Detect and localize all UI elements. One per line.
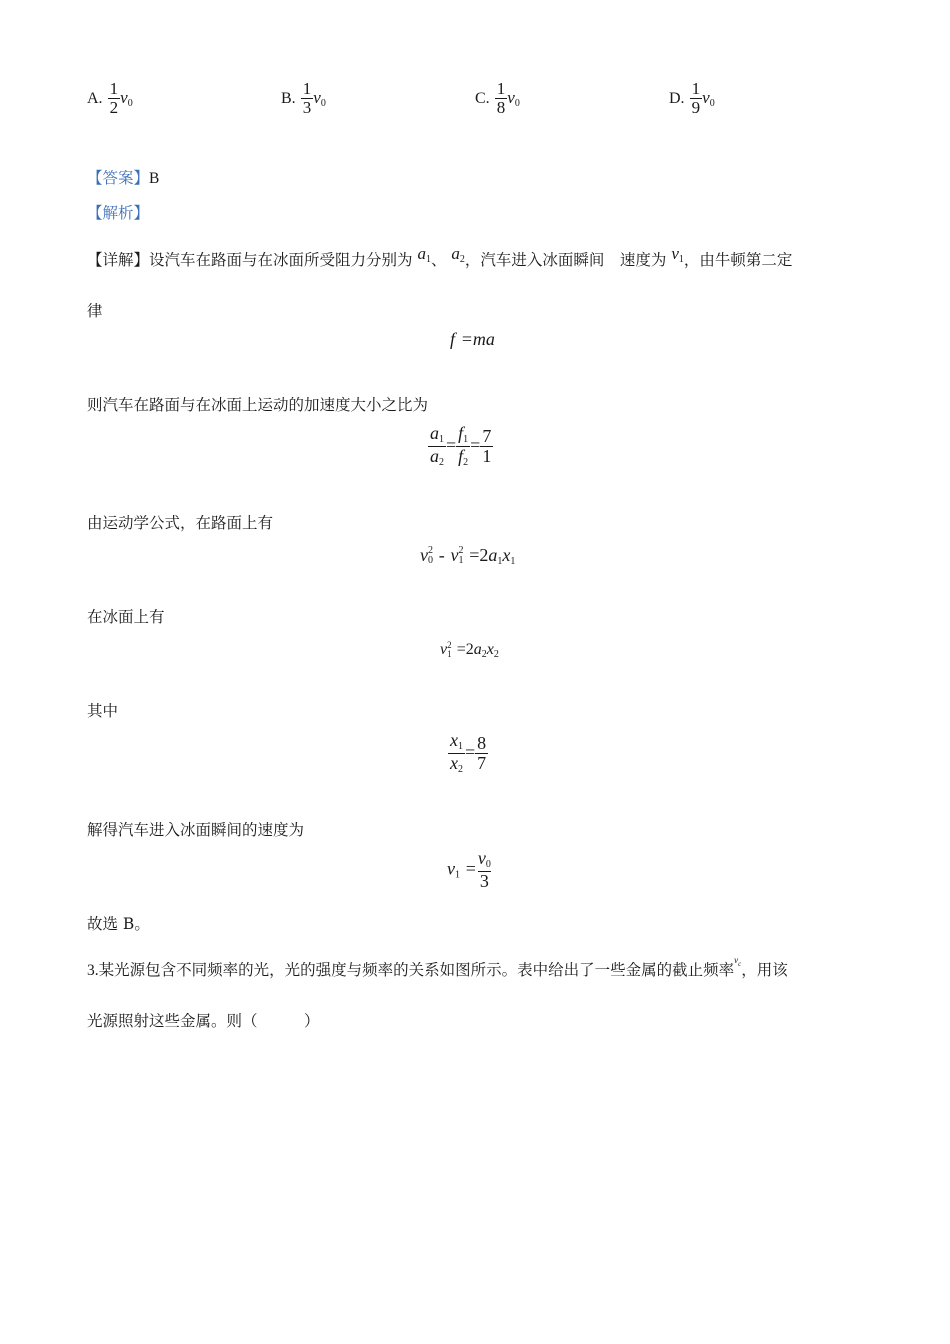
question-3-line1: 3.某光源包含不同频率的光，光的强度与频率的关系如图所示。表中给出了一些金属的截止频率$^\nu_c$，用该 xyxy=(87,955,788,979)
text-road-kinematics: 由运动学公式，在路面上有 xyxy=(87,514,274,532)
option-d-fraction: $\frac{1}{9}$ xyxy=(691,79,701,117)
option-b-fraction: $\frac{1}{3}$ xyxy=(302,79,312,117)
option-a: A. $\frac{1}{2}$ $v_0$ xyxy=(87,79,133,117)
text-accel-ratio: 则汽车在路面与在冰面上运动的加速度大小之比为 xyxy=(87,396,429,414)
equation-road: v 2 0 - v 2 1 $=2a_1x_1$ xyxy=(420,545,516,567)
detail-line: 【详解】设汽车在路面与在冰面所受阻力分别为 $a_1$、 $a_2$，汽车进入冰面瞬间 速度为 $v_1$，由牛顿第二定 xyxy=(87,244,793,269)
option-b: B. $\frac{1}{3}$ $v_0$ xyxy=(281,79,326,117)
equation-ice: v 2 1 $=2a_2x_2$ xyxy=(440,639,499,660)
option-a-fraction: $\frac{1}{2}$ xyxy=(109,79,119,117)
answer-line xyxy=(87,166,159,188)
equation-distance-ratio: $\frac{x_1}{x_2}$ = $\frac{8}{7}$ xyxy=(450,730,487,775)
option-c: C. $\frac{1}{8}$ $v_0$ xyxy=(475,79,520,117)
equation-newton: f =ma xyxy=(450,329,495,349)
text-ice: 在冰面上有 xyxy=(87,608,165,626)
text-where: 其中 xyxy=(87,702,119,720)
answer-value: B xyxy=(149,170,160,187)
answer-label: 【答案】 xyxy=(87,169,150,187)
equation-result: $v_1$ = $\frac{v_0}{3}$ xyxy=(447,848,491,891)
equation-accel-ratio: $\frac{a_1}{a_2}$ = $\frac{f_1}{f_2}$ = $\frac{7}{1}$ xyxy=(430,423,492,468)
text-choose: 故选 B。 xyxy=(87,915,150,933)
text-solve: 解得汽车进入冰面瞬间的速度为 xyxy=(87,821,305,839)
detail-line-cont: 律 xyxy=(87,302,103,320)
option-c-fraction: $\frac{1}{8}$ xyxy=(496,79,506,117)
option-d: D. $\frac{1}{9}$ $v_0$ xyxy=(669,79,715,117)
analysis-label: 【解析】 xyxy=(87,204,150,222)
question-3-line2: 光源照射这些金属。则（ ） xyxy=(87,1012,320,1030)
